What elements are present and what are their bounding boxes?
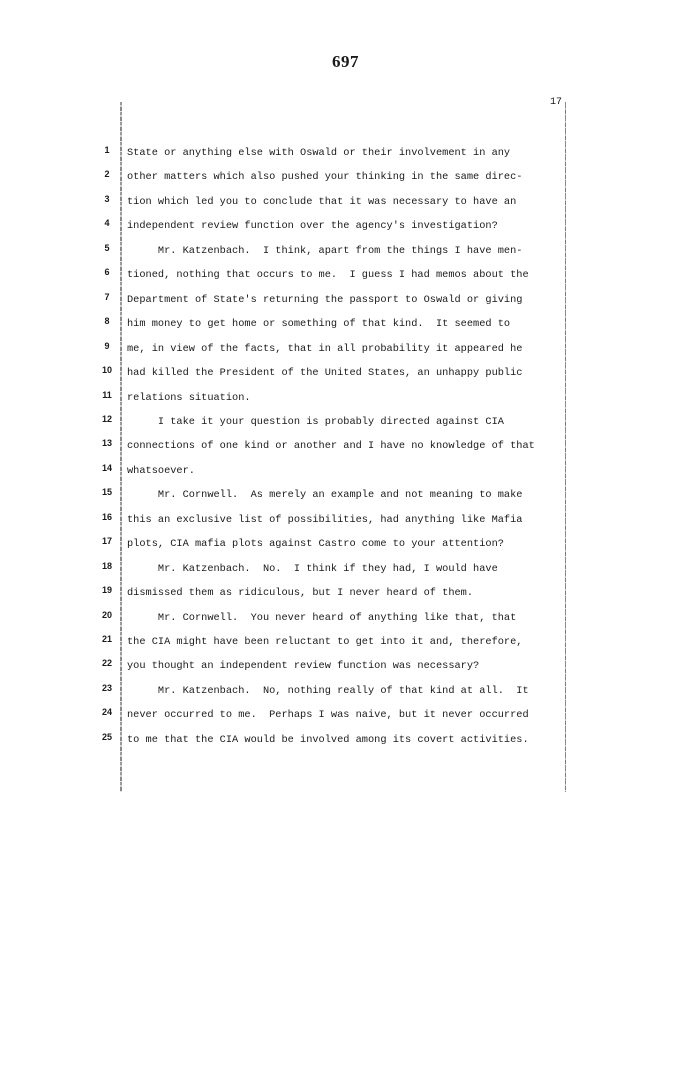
line-number: 3 [104,193,110,204]
line-text: Mr. Katzenbach. No. I think if they had, I would have [127,562,498,575]
transcript-line [101,462,568,489]
transcript-line [101,634,568,660]
transcript-line [104,193,568,220]
line-text: whatsoever. [127,464,195,477]
transcript-line [101,413,568,440]
transcript-line [101,682,568,709]
line-text: Department of State's returning the passport to Oswald or giving [127,293,523,306]
line-text: him money to get home or something of that kind. It seemed to [127,318,511,331]
transcript-line [104,242,568,269]
line-number: 11 [102,389,112,400]
line-text: never occurred to me. Perhaps I was naive, but it never occurred [127,709,529,722]
transcript-line [101,731,568,758]
line-number: 16 [101,511,112,522]
transcript-line [104,316,568,342]
line-number: 14 [101,462,112,473]
transcript-line [104,291,568,318]
line-number: 9 [104,340,110,351]
line-number: 18 [101,560,112,571]
transcript-line [101,365,568,391]
line-text: Mr. Katzenbach. I think, apart from the things I have men- [127,244,523,257]
transcript-line [104,340,568,367]
line-text: had killed the President of the United States, an unhappy public [127,367,523,380]
line-text: tion which led you to conclude that it was necessary to have an [127,195,517,208]
line-text: to me that the CIA would be involved among its covert activities. [127,733,529,746]
transcript-line [102,389,568,416]
line-number: 5 [104,242,110,253]
transcript-line [101,536,568,562]
line-text: connections of one kind or another and I have no knowledge of that [127,440,535,453]
line-number: 15 [101,487,112,498]
line-text: Mr. Katzenbach. No, nothing really of that kind at all. It [127,684,529,697]
line-number: 2 [104,169,110,180]
line-number: 22 [101,658,112,669]
line-text: the CIA might have been reluctant to get into it and, therefore, [127,636,523,648]
transcript-page [101,92,568,792]
transcript-line [104,267,568,293]
line-text: dismissed them as ridiculous, but I never heard of them. [127,587,474,600]
line-number: 17 [101,536,112,547]
line-text: me, in view of the facts, that in all probability it appeared he [127,342,523,355]
line-number: 1 [104,145,110,155]
line-number: 6 [104,267,110,278]
line-number: 24 [101,707,112,718]
line-number: 10 [101,365,112,376]
line-text: Mr. Cornwell. You never heard of anything like that, that [127,611,517,624]
transcript-line [101,560,568,587]
transcript-line [101,438,568,464]
transcript-line [104,218,568,244]
line-number: 25 [101,731,112,742]
line-number: 19 [101,585,112,596]
line-text: Mr. Cornwell. As merely an example and not meaning to make [127,489,523,502]
line-number: 21 [101,634,112,644]
line-text: plots, CIA mafia plots against Castro come to your attention? [127,538,504,551]
line-text: I take it your question is probably directed against CIA [127,415,504,428]
line-text: State or anything else with Oswald or their involvement in any [127,147,511,159]
line-text: other matters which also pushed your thinking in the same direc- [127,171,523,184]
transcript-line [104,145,568,171]
line-number: 7 [104,291,110,302]
transcript-line [101,707,568,733]
line-number: 23 [101,682,112,693]
line-text: independent review function over the agency's investigation? [127,220,498,233]
transcript-line [101,658,568,684]
line-text: tioned, nothing that occurs to me. I guess I had memos about the [127,269,529,282]
sheet-number: 17 [549,97,562,108]
transcript-line [101,585,568,611]
line-text: you thought an independent review function was necessary? [127,660,480,673]
line-number: 8 [104,316,110,327]
line-number: 4 [104,218,110,229]
line-text: relations situation. [127,391,251,404]
transcript-line [104,169,568,195]
line-number: 13 [101,438,112,449]
transcript-line [101,609,568,636]
transcript-line [101,511,568,538]
line-number: 20 [101,609,112,620]
transcript-line [101,487,568,513]
line-number: 12 [101,413,112,424]
page-number: 697 [332,52,359,71]
line-text: this an exclusive list of possibilities, had anything like Mafia [127,513,523,526]
